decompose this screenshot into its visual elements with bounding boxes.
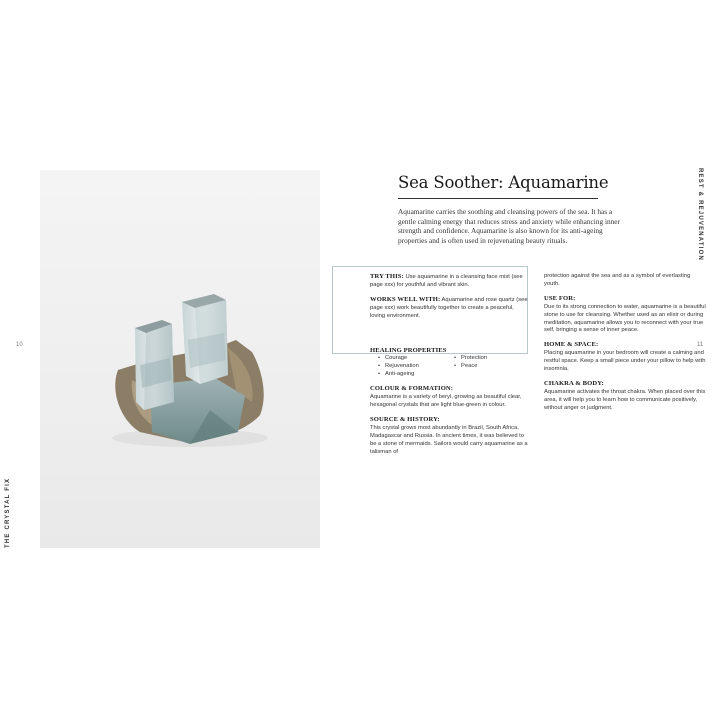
section-title-vertical: REST & REJUVENATION bbox=[697, 168, 703, 262]
aquamarine-crystal-photo bbox=[40, 170, 320, 548]
list-item: • Courage bbox=[378, 355, 446, 363]
chakra-body-section bbox=[544, 380, 706, 413]
list-item: • Peace bbox=[454, 363, 522, 371]
page-title: Sea Soother: Aquamarine bbox=[398, 173, 609, 192]
source-history-text: This crystal grows most abundantly in Brazil, South Africa, Madagascar and Russia. In ancient times, it was believed to be a stone of mermaids. Sailors would carry aquamarine as a talisman of bbox=[370, 424, 528, 455]
page-number-left: 10 bbox=[16, 342, 23, 348]
healing-list-col2 bbox=[446, 355, 522, 379]
list-item: • Anti-ageing bbox=[378, 371, 446, 379]
home-space-heading: HOME & SPACE: bbox=[544, 341, 599, 349]
colour-formation-text: Aquamarine is a variety of beryl, growing as beautiful clear, hexagonal crystals that are light blue-green in colour. bbox=[370, 394, 522, 408]
text-column-right bbox=[544, 273, 706, 419]
book-title-vertical: THE CRYSTAL FIX bbox=[5, 477, 11, 548]
try-this-heading: TRY THIS: bbox=[370, 273, 404, 280]
use-for-heading: USE FOR: bbox=[544, 294, 576, 302]
home-space-text: Placing aquamarine in your bedroom will create a calming and restful space. Keep a small piece under your pillow to help with insomnia. bbox=[544, 350, 706, 373]
healing-properties-list bbox=[370, 355, 528, 379]
chakra-body-text: Aquamarine activates the throat chakra. When placed over this area, it will help you to learn how to communicate positively, without anger or judgment. bbox=[544, 388, 706, 411]
works-well-paragraph bbox=[370, 296, 528, 321]
source-history-continued bbox=[544, 273, 706, 289]
healing-list-col1 bbox=[370, 355, 446, 379]
healing-properties-section bbox=[370, 347, 528, 380]
works-well-heading: WORKS WELL WITH: bbox=[370, 295, 441, 303]
source-history-heading: SOURCE & HISTORY: bbox=[370, 415, 440, 423]
text-column-left bbox=[370, 273, 528, 462]
page-number-right: 11 bbox=[697, 342, 704, 348]
use-for-section bbox=[544, 295, 706, 336]
try-this-text: Use aquamarine in a cleansing face mist (see page xxx) for youthful and vibrant skin. bbox=[370, 274, 523, 288]
source-history-continued-text: protection against the sea and as a symbol of everlasting youth. bbox=[544, 273, 691, 287]
home-space-section bbox=[544, 341, 706, 374]
healing-properties-heading: HEALING PROPERTIES bbox=[370, 346, 447, 354]
colour-formation-section bbox=[370, 385, 528, 410]
source-history-section bbox=[370, 416, 528, 457]
try-this-paragraph bbox=[370, 273, 528, 290]
list-item: • Protection bbox=[454, 355, 522, 363]
use-for-text: Due to its strong connection to water, aquamarine is a beautiful stone to use for cleansing. Whether used as an elixir or during meditation, aquamarine allows you to reconnect with your true self, bringing a sense of inner peace. bbox=[544, 303, 706, 334]
crystal-illustration bbox=[40, 170, 320, 548]
colour-formation-heading: COLOUR & FORMATION: bbox=[370, 385, 454, 393]
chakra-body-heading: CHAKRA & BODY: bbox=[544, 379, 604, 387]
title-divider bbox=[398, 198, 598, 199]
intro-paragraph: Aquamarine carries the soothing and cleansing powers of the sea. It has a gentle calming energy that reduces stress and anxiety while enhancing inner strength and confidence. Aquamarine is also known for its anti-ageing properties and is often used in rejuvenating beauty rituals. bbox=[398, 207, 620, 245]
works-well-text: Aquamarine and rose quartz (see page xxx) work beautifully together to create a peaceful, loving environment. bbox=[370, 296, 528, 319]
list-item: • Rejuvenation bbox=[378, 363, 446, 371]
